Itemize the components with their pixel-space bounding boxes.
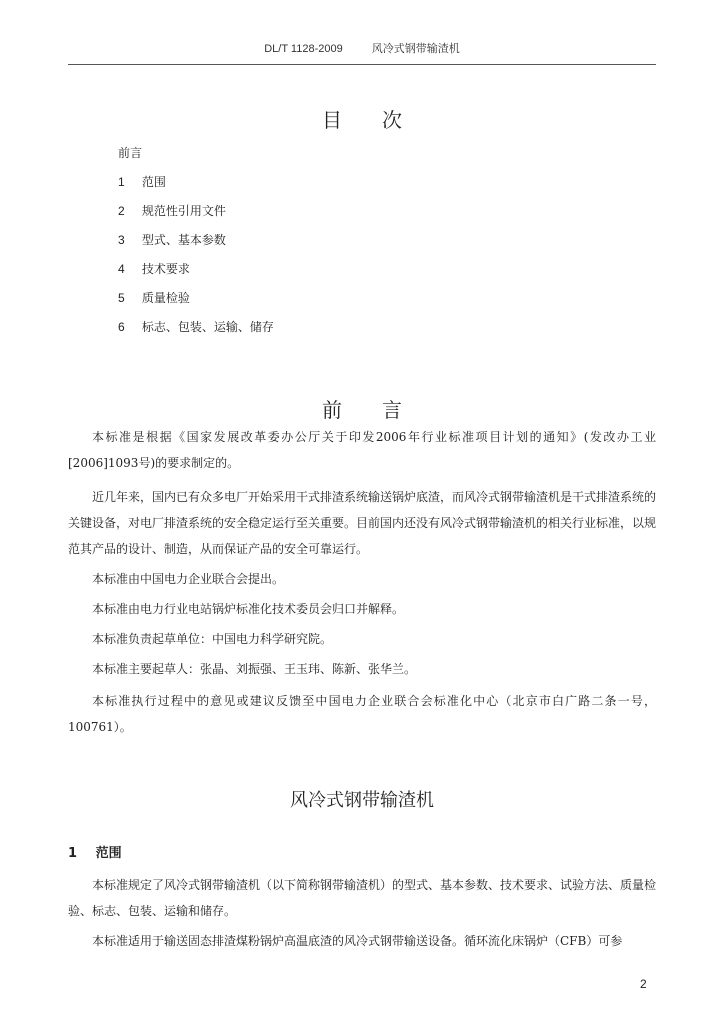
toc-item-label: 技术要求	[141, 262, 190, 276]
toc-item-number: 3	[118, 233, 125, 247]
standard-number: DL/T 1128-2009	[264, 43, 343, 55]
toc-item-technical-requirements[interactable]	[118, 258, 518, 287]
toc-item-marking-packing[interactable]	[118, 316, 518, 345]
header-title: 风冷式钢带输渣机	[371, 43, 460, 55]
document-title: 风冷式钢带输渣机	[290, 790, 434, 811]
foreword-paragraph: 本标准由电力行业电站锅炉标准化技术委员会归口并解释。	[92, 602, 405, 616]
toc-item-label: 规范性引用文件	[141, 204, 226, 218]
foreword-paragraph: 本标准负责起草单位：中国电力科学研究院。	[92, 632, 333, 646]
foreword-paragraph: 近几年来，国内已有众多电厂开始采用干式排渣系统输送锅炉底渣，而风冷式钢带输渣机是干式排渣系统的关键设备，对电厂排渣系统的安全稳定运行至关重要。目前国内还没有风冷式钢带输渣机的相关行业标准，以规范其产品的设计、制造，从而保证产品的安全可靠运行。	[68, 490, 657, 556]
toc-item-quality-inspection[interactable]	[118, 287, 518, 316]
toc-item-scope[interactable]	[118, 171, 518, 200]
toc-item-number: 6	[118, 320, 125, 334]
toc-item-number: 1	[118, 175, 125, 189]
toc-item-label: 标志、包装、运输、储存	[141, 320, 274, 334]
section-heading-scope	[68, 842, 122, 861]
section-title: 范围	[95, 846, 122, 861]
foreword-paragraph: 本标准主要起草人：张晶、刘振强、王玉玮、陈新、张华兰。	[92, 662, 417, 676]
header-divider	[68, 64, 656, 65]
section-number: 1	[68, 846, 78, 861]
foreword-paragraph: 本标准执行过程中的意见或建议反馈至中国电力企业联合会标准化中心（北京市白广路二条一号，100761）。	[68, 694, 656, 734]
toc-item-foreword[interactable]	[118, 142, 518, 171]
section-paragraph: 本标准适用于输送固态排渣煤粉锅炉高温底渣的风冷式钢带输送设备。循环流化床锅炉（CFB）可参	[92, 934, 623, 948]
toc-item-number: 4	[118, 262, 125, 276]
toc-item-types-parameters[interactable]	[118, 229, 518, 258]
table-of-contents	[118, 142, 518, 345]
toc-item-normative-references[interactable]	[118, 200, 518, 229]
page-number: 2	[640, 977, 647, 991]
toc-title: 目次	[322, 108, 442, 132]
toc-item-label: 质量检验	[141, 291, 190, 305]
toc-item-number: 2	[118, 204, 125, 218]
running-header	[0, 40, 724, 56]
toc-item-number: 5	[118, 291, 125, 305]
toc-item-label: 型式、基本参数	[141, 233, 226, 247]
foreword-paragraph: 本标准由中国电力企业联合会提出。	[92, 572, 285, 586]
toc-item-label: 前言	[118, 146, 143, 160]
toc-item-label: 范围	[141, 175, 166, 189]
foreword-title: 前言	[322, 398, 442, 422]
section-paragraph: 本标准规定了风冷式钢带输渣机（以下简称钢带输渣机）的型式、基本参数、技术要求、试验方法、质量检验、标志、包装、运输和储存。	[68, 878, 657, 918]
foreword-paragraph: 本标准是根据《国家发展改革委办公厅关于印发2006年行业标准项目计划的通知》(发改办工业[2006]1093号)的要求制定的。	[68, 430, 656, 470]
